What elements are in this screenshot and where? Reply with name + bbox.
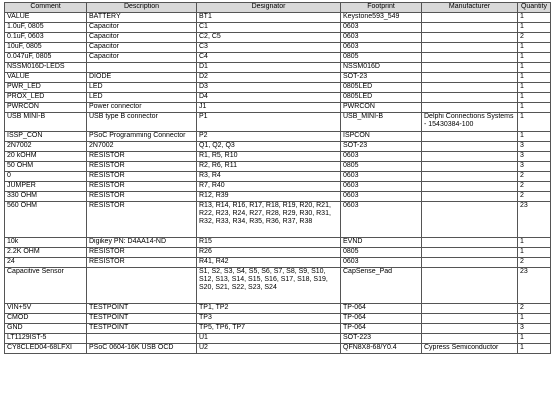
cell-comment: NSSM016D-LEDS bbox=[5, 63, 87, 73]
cell-footprint: 0603 bbox=[341, 202, 422, 238]
cell-comment: 0.1uF, 0603 bbox=[5, 33, 87, 43]
cell-designator: TP5, TP6, TP7 bbox=[197, 324, 341, 334]
bom-table bbox=[4, 2, 551, 354]
cell-designator: J1 bbox=[197, 103, 341, 113]
column-header-designator: Designator bbox=[197, 3, 341, 13]
column-header-footprint: Footprint bbox=[341, 3, 422, 13]
table-row bbox=[5, 192, 551, 202]
cell-comment: USB MINI-B bbox=[5, 113, 87, 132]
cell-description bbox=[87, 268, 197, 304]
cell-manufacturer bbox=[422, 103, 518, 113]
cell-designator: D3 bbox=[197, 83, 341, 93]
cell-description: PSoC Programming Connector bbox=[87, 132, 197, 142]
table-row bbox=[5, 93, 551, 103]
cell-comment: 0 bbox=[5, 172, 87, 182]
cell-quantity: 1 bbox=[518, 23, 551, 33]
cell-comment: 50 OHM bbox=[5, 162, 87, 172]
cell-description: DIODE bbox=[87, 73, 197, 83]
cell-quantity: 2 bbox=[518, 192, 551, 202]
cell-comment: 2.2K OHM bbox=[5, 248, 87, 258]
column-header-manufacturer: Manufacturer bbox=[422, 3, 518, 13]
table-row bbox=[5, 202, 551, 238]
cell-quantity: 3 bbox=[518, 142, 551, 152]
cell-quantity: 2 bbox=[518, 182, 551, 192]
cell-quantity: 2 bbox=[518, 33, 551, 43]
cell-designator: C1 bbox=[197, 23, 341, 33]
table-row bbox=[5, 53, 551, 63]
cell-description: Capacitor bbox=[87, 33, 197, 43]
cell-description: Power connector bbox=[87, 103, 197, 113]
table-row bbox=[5, 258, 551, 268]
cell-footprint: CapSense_Pad bbox=[341, 268, 422, 304]
cell-comment: PWRCON bbox=[5, 103, 87, 113]
cell-description: Capacitor bbox=[87, 53, 197, 63]
table-row bbox=[5, 43, 551, 53]
cell-manufacturer bbox=[422, 248, 518, 258]
cell-footprint: 0603 bbox=[341, 172, 422, 182]
cell-comment: VALUE bbox=[5, 13, 87, 23]
cell-quantity: 1 bbox=[518, 344, 551, 354]
cell-footprint: TP-064 bbox=[341, 314, 422, 324]
cell-comment: GND bbox=[5, 324, 87, 334]
cell-manufacturer: Delphi Connections Systems - 15430384-100 bbox=[422, 113, 518, 132]
cell-quantity: 3 bbox=[518, 162, 551, 172]
cell-manufacturer bbox=[422, 23, 518, 33]
cell-footprint: 0603 bbox=[341, 258, 422, 268]
cell-footprint: PWRCON bbox=[341, 103, 422, 113]
cell-manufacturer bbox=[422, 258, 518, 268]
table-row bbox=[5, 23, 551, 33]
cell-footprint: 0603 bbox=[341, 152, 422, 162]
cell-footprint: 0603 bbox=[341, 23, 422, 33]
cell-footprint: SOT-223 bbox=[341, 334, 422, 344]
cell-footprint: USB_MINI-B bbox=[341, 113, 422, 132]
cell-designator: R1, R5, R10 bbox=[197, 152, 341, 162]
cell-manufacturer bbox=[422, 162, 518, 172]
cell-description: LED bbox=[87, 93, 197, 103]
cell-designator: R2, R6, R11 bbox=[197, 162, 341, 172]
cell-description bbox=[87, 63, 197, 73]
cell-quantity: 23 bbox=[518, 268, 551, 304]
column-header-description: Description bbox=[87, 3, 197, 13]
cell-footprint: QFN8X8-68/Y0.4 bbox=[341, 344, 422, 354]
cell-designator: R13, R14, R16, R17, R18, R19, R20, R21, R22, R23, R24, R27, R28, R29, R30, R31, R32, R33, R34, R35, R36, R37, R38 bbox=[197, 202, 341, 238]
table-row bbox=[5, 324, 551, 334]
cell-comment: 10uF, 0805 bbox=[5, 43, 87, 53]
cell-manufacturer bbox=[422, 33, 518, 43]
cell-comment: Capacitive Sensor bbox=[5, 268, 87, 304]
cell-comment: VIN+5V bbox=[5, 304, 87, 314]
cell-manufacturer bbox=[422, 182, 518, 192]
cell-description: RESISTOR bbox=[87, 202, 197, 238]
table-row bbox=[5, 162, 551, 172]
cell-manufacturer bbox=[422, 192, 518, 202]
cell-description: Digikey PN: D4AA14-ND bbox=[87, 238, 197, 248]
cell-manufacturer bbox=[422, 132, 518, 142]
cell-comment: JUMPER bbox=[5, 182, 87, 192]
cell-quantity: 3 bbox=[518, 324, 551, 334]
cell-description: Capacitor bbox=[87, 43, 197, 53]
cell-designator: U2 bbox=[197, 344, 341, 354]
cell-comment: PWR_LED bbox=[5, 83, 87, 93]
cell-footprint: EVND bbox=[341, 238, 422, 248]
cell-designator: TP1, TP2 bbox=[197, 304, 341, 314]
table-row bbox=[5, 152, 551, 162]
cell-footprint: TP-064 bbox=[341, 324, 422, 334]
cell-designator: BT1 bbox=[197, 13, 341, 23]
table-row bbox=[5, 13, 551, 23]
cell-manufacturer bbox=[422, 268, 518, 304]
cell-designator: R26 bbox=[197, 248, 341, 258]
cell-manufacturer bbox=[422, 83, 518, 93]
cell-footprint: 0805 bbox=[341, 248, 422, 258]
cell-designator: D4 bbox=[197, 93, 341, 103]
cell-manufacturer bbox=[422, 13, 518, 23]
cell-footprint: 0603 bbox=[341, 182, 422, 192]
bom-table-body bbox=[5, 13, 551, 354]
cell-description: PSoC 0604-16K USB OCD bbox=[87, 344, 197, 354]
cell-designator: D2 bbox=[197, 73, 341, 83]
table-row bbox=[5, 304, 551, 314]
table-row bbox=[5, 248, 551, 258]
cell-description: RESISTOR bbox=[87, 162, 197, 172]
cell-designator: R15 bbox=[197, 238, 341, 248]
cell-quantity: 1 bbox=[518, 334, 551, 344]
header-row bbox=[5, 3, 551, 13]
cell-footprint: ISPCON bbox=[341, 132, 422, 142]
cell-description: RESISTOR bbox=[87, 248, 197, 258]
cell-comment: PROX_LED bbox=[5, 93, 87, 103]
cell-quantity: 1 bbox=[518, 113, 551, 132]
cell-quantity: 2 bbox=[518, 304, 551, 314]
cell-comment: 560 OHM bbox=[5, 202, 87, 238]
table-row bbox=[5, 33, 551, 43]
cell-manufacturer bbox=[422, 142, 518, 152]
cell-manufacturer bbox=[422, 172, 518, 182]
column-header-comment: Comment bbox=[5, 3, 87, 13]
table-row bbox=[5, 314, 551, 324]
cell-comment: VALUE bbox=[5, 73, 87, 83]
table-row bbox=[5, 344, 551, 354]
cell-manufacturer bbox=[422, 334, 518, 344]
cell-description bbox=[87, 334, 197, 344]
cell-description: RESISTOR bbox=[87, 192, 197, 202]
cell-manufacturer bbox=[422, 43, 518, 53]
table-row bbox=[5, 334, 551, 344]
column-header-quantity: Quantity bbox=[518, 3, 551, 13]
cell-description: 2N7002 bbox=[87, 142, 197, 152]
table-row bbox=[5, 63, 551, 73]
cell-designator: P1 bbox=[197, 113, 341, 132]
cell-manufacturer bbox=[422, 93, 518, 103]
cell-footprint: 0805LED bbox=[341, 83, 422, 93]
cell-quantity: 1 bbox=[518, 93, 551, 103]
cell-manufacturer bbox=[422, 152, 518, 162]
cell-designator: C4 bbox=[197, 53, 341, 63]
cell-comment: LT1129IST-5 bbox=[5, 334, 87, 344]
cell-manufacturer bbox=[422, 314, 518, 324]
cell-comment: 10k bbox=[5, 238, 87, 248]
cell-quantity: 2 bbox=[518, 258, 551, 268]
cell-quantity: 1 bbox=[518, 13, 551, 23]
cell-designator: TP3 bbox=[197, 314, 341, 324]
cell-designator: R3, R4 bbox=[197, 172, 341, 182]
cell-comment: 20 kOHM bbox=[5, 152, 87, 162]
table-row bbox=[5, 172, 551, 182]
table-row bbox=[5, 83, 551, 93]
cell-footprint: 0603 bbox=[341, 43, 422, 53]
cell-description: USB type B connector bbox=[87, 113, 197, 132]
cell-quantity: 3 bbox=[518, 152, 551, 162]
cell-footprint: 0805 bbox=[341, 162, 422, 172]
cell-manufacturer bbox=[422, 63, 518, 73]
cell-description: BATTERY bbox=[87, 13, 197, 23]
table-row bbox=[5, 73, 551, 83]
cell-comment: 2N7002 bbox=[5, 142, 87, 152]
cell-comment: 330 OHM bbox=[5, 192, 87, 202]
cell-designator: S1, S2, S3, S4, S5, S6, S7, S8, S9, S10, S12, S13, S14, S15, S16, S17, S18, S19, S20, S21, S22, S23, S24 bbox=[197, 268, 341, 304]
cell-footprint: SOT-23 bbox=[341, 73, 422, 83]
cell-footprint: Keystone593_549 bbox=[341, 13, 422, 23]
cell-comment: 0.047uF, 0805 bbox=[5, 53, 87, 63]
cell-quantity: 1 bbox=[518, 248, 551, 258]
cell-description: RESISTOR bbox=[87, 152, 197, 162]
cell-description: TESTPOINT bbox=[87, 304, 197, 314]
cell-quantity: 1 bbox=[518, 132, 551, 142]
cell-comment: 1.0uF, 0805 bbox=[5, 23, 87, 33]
cell-designator: C3 bbox=[197, 43, 341, 53]
cell-quantity: 1 bbox=[518, 73, 551, 83]
cell-footprint: 0603 bbox=[341, 192, 422, 202]
cell-description: TESTPOINT bbox=[87, 314, 197, 324]
cell-quantity: 1 bbox=[518, 314, 551, 324]
cell-description: Capacitor bbox=[87, 23, 197, 33]
cell-manufacturer bbox=[422, 304, 518, 314]
cell-comment: ISSP_CON bbox=[5, 132, 87, 142]
table-row bbox=[5, 113, 551, 132]
cell-quantity: 1 bbox=[518, 103, 551, 113]
cell-description: RESISTOR bbox=[87, 258, 197, 268]
cell-footprint: SOT-23 bbox=[341, 142, 422, 152]
cell-quantity: 1 bbox=[518, 53, 551, 63]
cell-comment: CY8CLED04-68LFXI bbox=[5, 344, 87, 354]
cell-manufacturer bbox=[422, 324, 518, 334]
cell-quantity: 1 bbox=[518, 238, 551, 248]
cell-designator: R7, R40 bbox=[197, 182, 341, 192]
cell-manufacturer bbox=[422, 73, 518, 83]
cell-quantity: 1 bbox=[518, 83, 551, 93]
cell-quantity: 1 bbox=[518, 43, 551, 53]
cell-designator: D1 bbox=[197, 63, 341, 73]
cell-footprint: 0805 bbox=[341, 53, 422, 63]
cell-footprint: TP-064 bbox=[341, 304, 422, 314]
cell-designator: C2, C5 bbox=[197, 33, 341, 43]
table-row bbox=[5, 238, 551, 248]
table-row bbox=[5, 182, 551, 192]
cell-designator: P2 bbox=[197, 132, 341, 142]
table-row bbox=[5, 132, 551, 142]
cell-designator: U1 bbox=[197, 334, 341, 344]
table-row bbox=[5, 142, 551, 152]
cell-footprint: NSSM016D bbox=[341, 63, 422, 73]
cell-manufacturer bbox=[422, 202, 518, 238]
cell-description: RESISTOR bbox=[87, 182, 197, 192]
cell-description: LED bbox=[87, 83, 197, 93]
cell-footprint: 0805LED bbox=[341, 93, 422, 103]
table-row bbox=[5, 103, 551, 113]
cell-footprint: 0603 bbox=[341, 33, 422, 43]
cell-designator: Q1, Q2, Q3 bbox=[197, 142, 341, 152]
cell-manufacturer bbox=[422, 238, 518, 248]
cell-quantity: 23 bbox=[518, 202, 551, 238]
cell-comment: 24 bbox=[5, 258, 87, 268]
cell-comment: CMOD bbox=[5, 314, 87, 324]
cell-quantity: 2 bbox=[518, 172, 551, 182]
cell-manufacturer: Cypress Semiconductor bbox=[422, 344, 518, 354]
cell-quantity: 1 bbox=[518, 63, 551, 73]
cell-description: RESISTOR bbox=[87, 172, 197, 182]
table-row bbox=[5, 268, 551, 304]
cell-description: TESTPOINT bbox=[87, 324, 197, 334]
cell-manufacturer bbox=[422, 53, 518, 63]
cell-designator: R12, R39 bbox=[197, 192, 341, 202]
cell-designator: R41, R42 bbox=[197, 258, 341, 268]
